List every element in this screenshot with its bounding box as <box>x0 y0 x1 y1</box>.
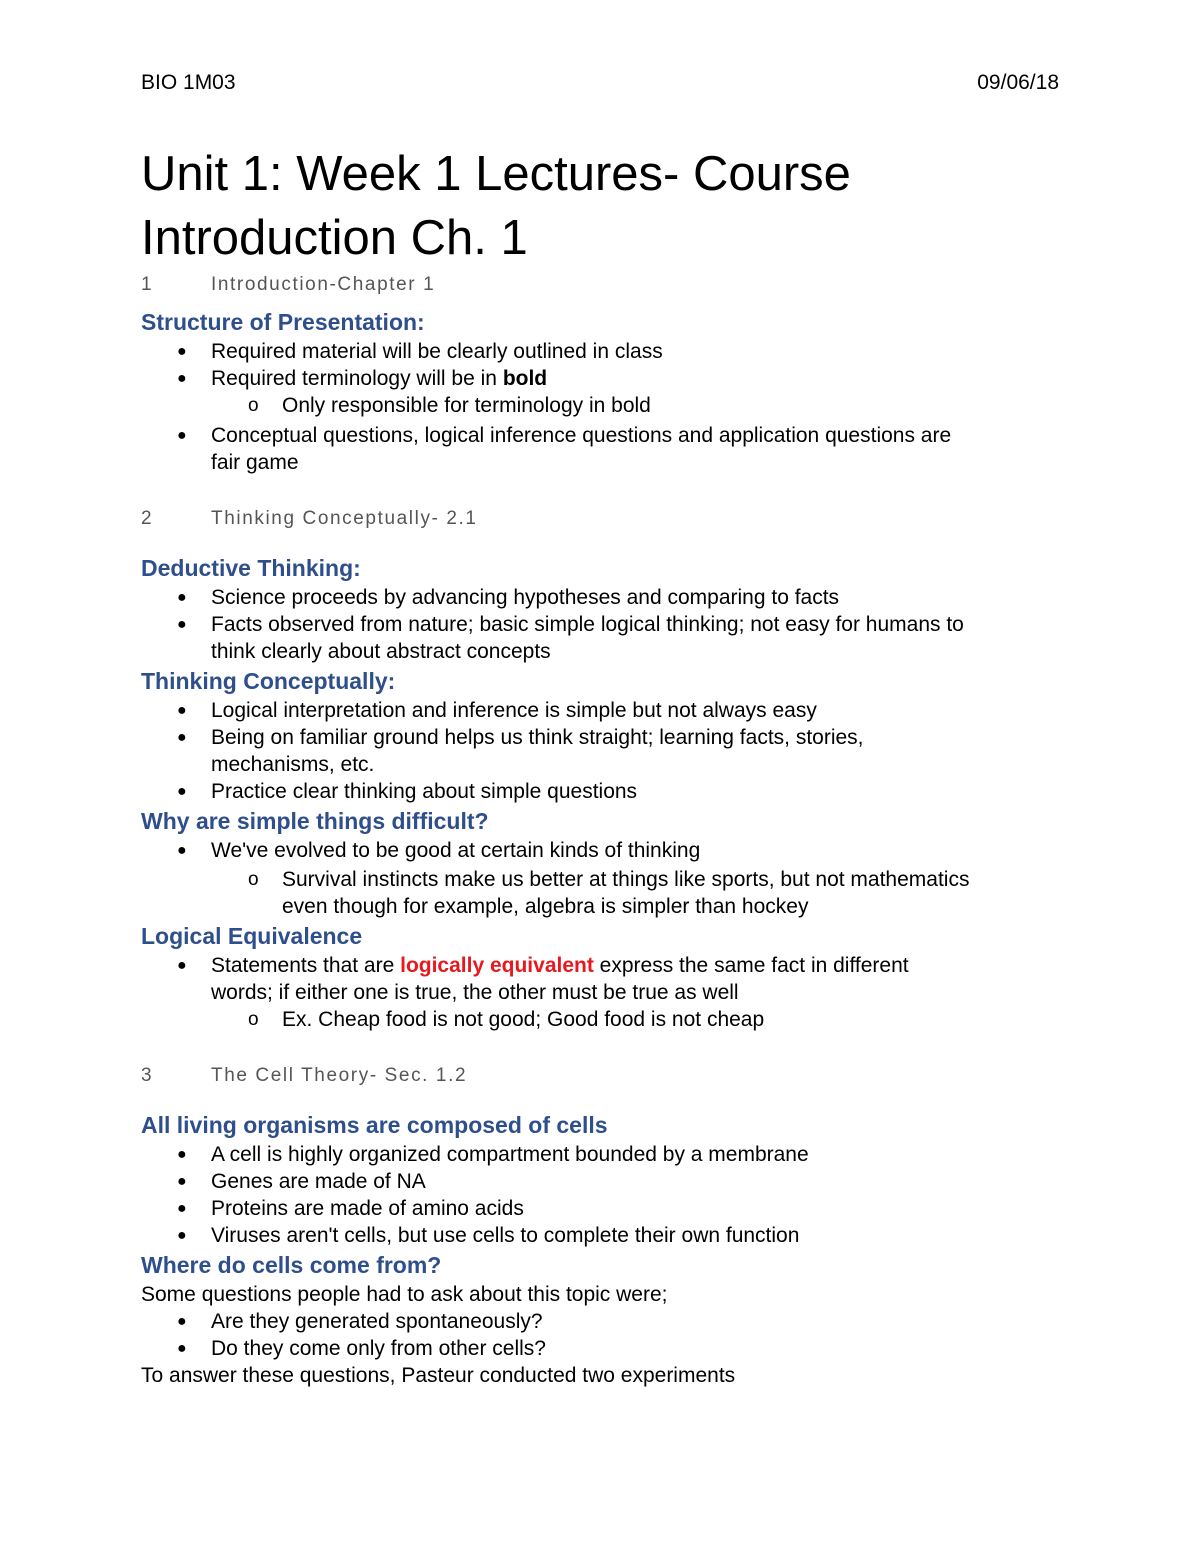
list-item <box>141 584 1061 611</box>
list-item <box>141 724 1061 778</box>
bullet-icon: ● <box>177 842 187 859</box>
course-code: BIO 1M03 <box>141 71 236 94</box>
bullet-icon: ● <box>177 1200 187 1217</box>
sub-list-item <box>141 392 1061 419</box>
document-title <box>141 142 1061 270</box>
bold-term: bold <box>502 367 548 390</box>
list-item-text: think clearly about abstract concepts <box>211 640 551 663</box>
list-item <box>141 778 1061 805</box>
section-header-3 <box>141 1061 1061 1091</box>
list-item-text: Being on familiar ground helps us think straight; learning facts, stories, <box>211 726 864 749</box>
list-item-text: Required material will be clearly outlined in class <box>211 340 663 363</box>
sub-list-item <box>141 1006 1061 1033</box>
bullet-icon: ● <box>177 589 187 606</box>
list-item <box>141 338 1061 365</box>
list-item-text: Logical interpretation and inference is simple but not always easy <box>211 699 817 722</box>
header-date: 09/06/18 <box>977 71 1059 94</box>
list-item-text: words; if either one is true, the other must be true as well <box>211 981 739 1004</box>
bullet-icon: ● <box>177 616 187 633</box>
sub-bullet-icon: o <box>248 395 259 416</box>
list-item-text: fair game <box>211 451 299 474</box>
list-item-text: Survival instincts make us better at things like sports, but not mathematics <box>282 868 970 891</box>
heading-cells: All living organisms are composed of cells <box>141 1112 608 1138</box>
section-number: 3 <box>141 1065 154 1086</box>
list-item <box>141 611 1061 665</box>
list-item <box>141 1335 1061 1362</box>
bullet-icon: ● <box>177 1227 187 1244</box>
sub-bullet-icon: o <box>248 1009 259 1030</box>
bullet-icon: ● <box>177 783 187 800</box>
section-title: Thinking Conceptually- 2.1 <box>211 508 478 529</box>
list-item <box>141 365 1061 392</box>
list-item <box>141 837 1061 864</box>
section-number: 2 <box>141 508 154 529</box>
list-item <box>141 1141 1061 1168</box>
bullet-icon: ● <box>177 370 187 387</box>
heading-thinking-conceptually: Thinking Conceptually: <box>141 668 396 694</box>
list-item-text: Conceptual questions, logical inference questions and application questions are <box>211 424 952 447</box>
title-line-1: Unit 1: Week 1 Lectures- Course <box>141 147 851 201</box>
bullet-icon: ● <box>177 957 187 974</box>
list-item-text: Are they generated spontaneously? <box>211 1310 543 1333</box>
heading-deductive: Deductive Thinking: <box>141 555 361 581</box>
list-item <box>141 1195 1061 1222</box>
list-item <box>141 1222 1061 1249</box>
bullet-icon: ● <box>177 729 187 746</box>
bullet-icon: ● <box>177 702 187 719</box>
list-item-text: Genes are made of NA <box>211 1170 426 1193</box>
bullet-icon: ● <box>177 427 187 444</box>
sub-list-item <box>141 866 1061 920</box>
bullet-icon: ● <box>177 1340 187 1357</box>
list-item-text: express the same fact in different <box>593 954 909 977</box>
section-number: 1 <box>141 274 154 295</box>
list-item-text: Statements that are <box>211 954 401 977</box>
list-item-text: even though for example, algebra is simpler than hockey <box>282 895 809 918</box>
title-line-2: Introduction Ch. 1 <box>141 211 528 265</box>
highlighted-term: logically equivalent <box>400 954 594 977</box>
list-item <box>141 1168 1061 1195</box>
page-header <box>141 71 1059 101</box>
list-item-text: mechanisms, etc. <box>211 753 375 776</box>
list-item-text: Proteins are made of amino acids <box>211 1197 524 1220</box>
list-item-text: Ex. Cheap food is not good; Good food is not cheap <box>282 1008 765 1031</box>
list-item-text: Only responsible for terminology in bold <box>282 394 651 417</box>
list-item <box>141 697 1061 724</box>
document-body <box>141 142 1061 1389</box>
sub-bullet-icon: o <box>248 869 259 890</box>
list-item-text: Science proceeds by advancing hypotheses and comparing to facts <box>211 586 840 609</box>
heading-structure: Structure of Presentation: <box>141 309 425 335</box>
heading-simple-things: Why are simple things difficult? <box>141 808 489 834</box>
list-item <box>141 422 1061 476</box>
bullet-icon: ● <box>177 1313 187 1330</box>
list-item-text: Practice clear thinking about simple questions <box>211 780 638 803</box>
section-header-2 <box>141 504 1061 534</box>
heading-logical-equivalence: Logical Equivalence <box>141 923 363 949</box>
bullet-icon: ● <box>177 1173 187 1190</box>
paragraph: To answer these questions, Pasteur conducted two experiments <box>141 1364 736 1387</box>
list-item-text: A cell is highly organized compartment bounded by a membrane <box>211 1143 809 1166</box>
list-item-text: Required terminology will be in <box>211 367 503 390</box>
bullet-icon: ● <box>177 1146 187 1163</box>
section-title: The Cell Theory- Sec. 1.2 <box>211 1065 468 1086</box>
list-item <box>141 1308 1061 1335</box>
list-item-text: Facts observed from nature; basic simple logical thinking; not easy for humans to <box>211 613 964 636</box>
list-item <box>141 952 1061 1006</box>
paragraph: Some questions people had to ask about this topic were; <box>141 1283 668 1306</box>
list-item-text: We've evolved to be good at certain kinds of thinking <box>211 839 701 862</box>
list-item-text: Viruses aren't cells, but use cells to complete their own function <box>211 1224 800 1247</box>
heading-cell-origin: Where do cells come from? <box>141 1252 442 1278</box>
section-header-1 <box>141 270 1061 300</box>
section-title: Introduction-Chapter 1 <box>211 274 436 295</box>
bullet-icon: ● <box>177 343 187 360</box>
list-item-text: Do they come only from other cells? <box>211 1337 546 1360</box>
